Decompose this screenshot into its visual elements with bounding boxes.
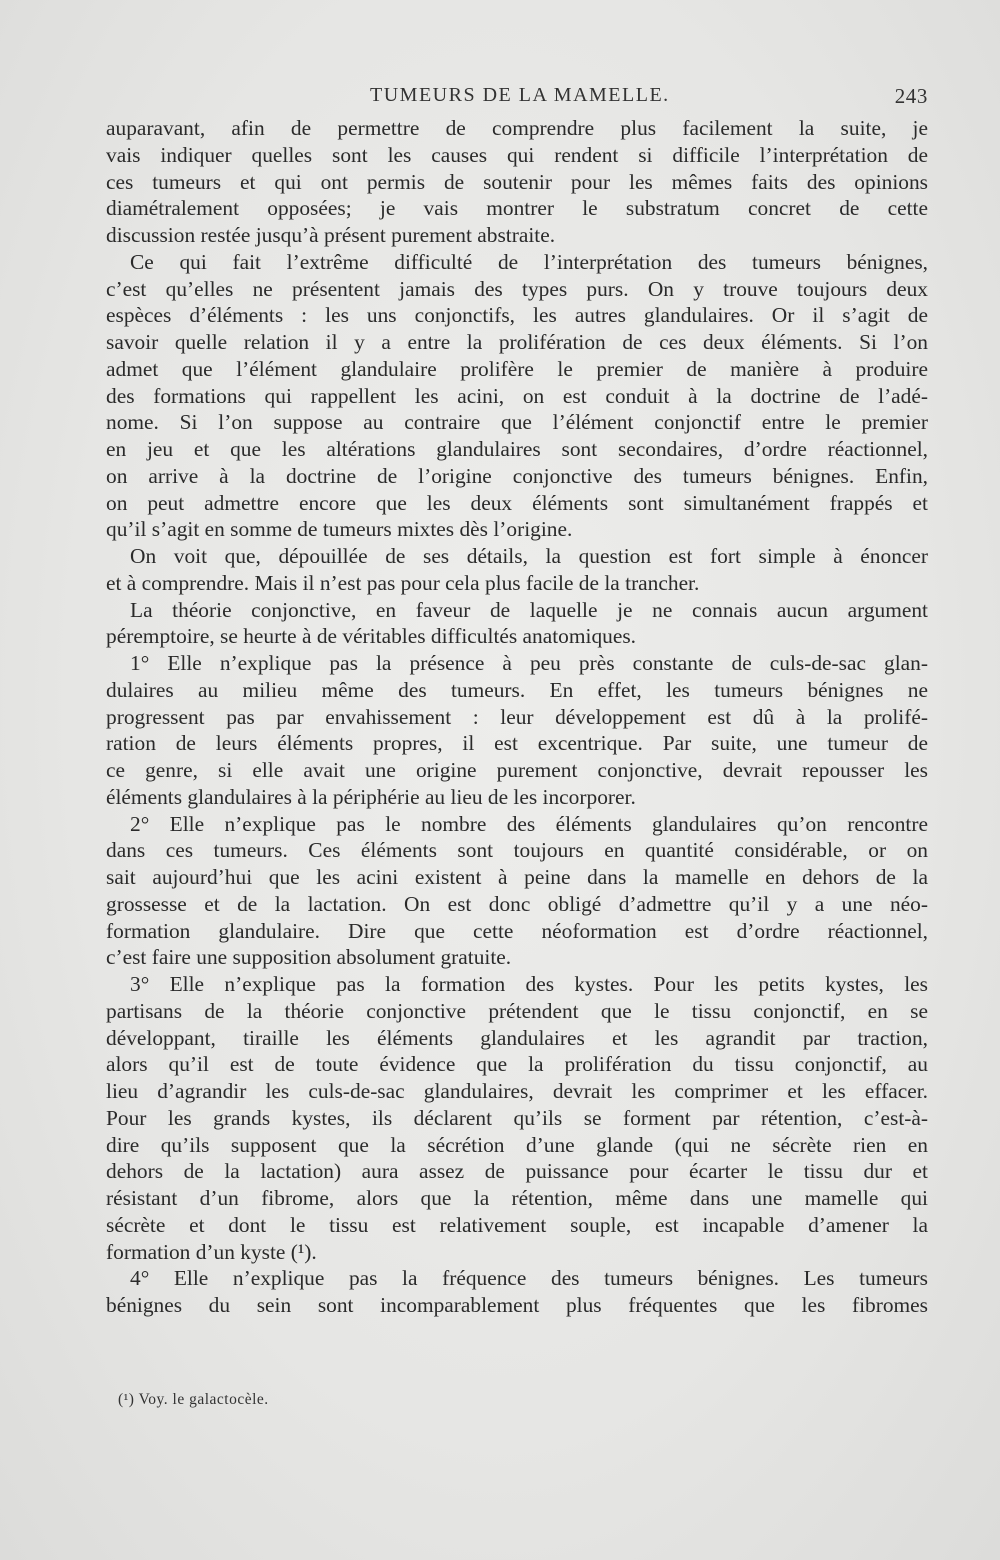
text-line: 1° Elle n’explique pas la présence à peu près constante de culs-de-sac glan-	[130, 651, 928, 675]
text-line: 4° Elle n’explique pas la fréquence des tumeurs bénignes. Les tumeurs	[130, 1266, 928, 1291]
text-line: grossesse et de la lactation. On est donc obligé d’admettre qu’il y a une néo-	[106, 891, 928, 916]
text-line: alors qu’il est de toute évidence que la prolifération du tissu conjonctif, au	[106, 1052, 928, 1077]
text-line: éléments glandulaires à la périphérie au lieu de les incorporer.	[106, 784, 636, 809]
text-line: discussion restée jusqu’à présent purement abstraite.	[106, 223, 556, 247]
text-line: vais indiquer quelles sont les causes qui rendent si difficile l’interprétation de	[106, 142, 928, 167]
text-line: formation d’un kyste (¹).	[106, 1239, 317, 1264]
text-line: La théorie conjonctive, en faveur de laquelle je ne connais aucun argument	[130, 597, 928, 622]
running-head	[0, 84, 1000, 114]
text-line: admet que l’élément glandulaire prolifère le premier de manière à produire	[106, 356, 928, 381]
text-line: en jeu et que les altérations glandulaires sont secondaires, d’ordre réactionnel,	[106, 437, 928, 461]
running-title: TUMEURS DE LA MAMELLE.	[370, 84, 670, 106]
text-line: bénignes du sein sont incomparablement plus fréquentes que les fibromes	[106, 1293, 928, 1317]
footnote-marker: (¹)	[118, 1391, 135, 1408]
text-line: savoir quelle relation il y a entre la prolifération de ces deux éléments. Si l’on	[106, 330, 928, 354]
text-line: dans ces tumeurs. Ces éléments sont toujours en quantité considérable, or on	[106, 838, 928, 863]
text-line: des formations qui rappellent les acini, on est conduit à la doctrine de l’adé-	[106, 383, 928, 408]
text-line: On voit que, dépouillée de ses détails, la question est fort simple à énoncer	[130, 544, 928, 568]
text-line: résistant d’un fibrome, alors que la rétention, même dans une mamelle qui	[106, 1186, 928, 1210]
text-line: dehors de la lactation) aura assez de puissance pour écarter le tissu dur et	[106, 1159, 928, 1184]
text-line: ration de leurs éléments propres, il est excentrique. Par suite, une tumeur de	[106, 731, 928, 756]
text-line: partisans de la théorie conjonctive prétendent que le tissu conjonctif, en se	[106, 998, 928, 1023]
text-line: c’est faire une supposition absolument gratuite.	[106, 945, 512, 970]
text-line: auparavant, afin de permettre de comprendre plus facilement la suite, je	[106, 116, 928, 140]
footnote	[118, 1391, 269, 1409]
text-line: 2° Elle n’explique pas le nombre des éléments glandulaires qu’on rencontre	[130, 811, 928, 836]
text-line: Pour les grands kystes, ils déclarent qu’ils se forment par rétention, c’est-à-	[106, 1105, 928, 1130]
text-line: espèces d’éléments : les uns conjonctifs, les autres glandulaires. Or il s’agit de	[106, 303, 928, 328]
text-line: c’est qu’elles ne présentent jamais des types purs. On y trouve toujours deux	[106, 276, 928, 301]
text-line: ces tumeurs et qui ont permis de soutenir pour les mêmes faits des opinions	[106, 169, 928, 194]
text-line: et à comprendre. Mais il n’est pas pour cela plus facile de la trancher.	[106, 570, 700, 595]
text-line: progressent pas par envahissement : leur développement est dû à la prolifé-	[106, 704, 928, 729]
text-line: diamétralement opposées; je vais montrer le substratum concret de cette	[106, 196, 928, 221]
text-line: Ce qui fait l’extrême difficulté de l’interprétation des tumeurs bénignes,	[130, 249, 928, 274]
text-line: lieu d’agrandir les culs-de-sac glandulaires, devrait les comprimer et les effacer.	[106, 1079, 928, 1103]
text-line: sécrète et dont le tissu est relativement souple, est incapable d’amener la	[106, 1212, 928, 1237]
page-number: 243	[894, 84, 928, 108]
text-line: nome. Si l’on suppose au contraire que l’élément conjonctif entre le premier	[106, 410, 928, 435]
text-line: 3° Elle n’explique pas la formation des kystes. Pour les petits kystes, les	[130, 972, 928, 996]
text-line: dulaires au milieu même des tumeurs. En effet, les tumeurs bénignes ne	[106, 677, 928, 702]
text-line: développant, tiraille les éléments glandulaires et les agrandit par traction,	[106, 1025, 928, 1050]
text-line: ce genre, si elle avait une origine purement conjonctive, devrait repousser les	[106, 758, 928, 782]
text-line: on peut admettre encore que les deux éléments sont simultanément frappés et	[106, 490, 928, 515]
text-line: on arrive à la doctrine de l’origine conjonctive des tumeurs bénignes. Enfin,	[106, 463, 928, 488]
body-text	[106, 115, 928, 1319]
footnote-text: Voy. le galactocèle.	[138, 1391, 269, 1408]
text-line: dire qu’ils supposent que la sécrétion d’une glande (qui ne sécrète rien en	[106, 1132, 928, 1157]
text-line: formation glandulaire. Dire que cette néoformation est d’ordre réactionnel,	[106, 918, 928, 943]
text-line: qu’il s’agit en somme de tumeurs mixtes dès l’origine.	[106, 517, 573, 542]
text-line: péremptoire, se heurte à de véritables difficultés anatomiques.	[106, 624, 637, 649]
text-line: sait aujourd’hui que les acini existent à peine dans la mamelle en dehors de la	[106, 865, 928, 889]
